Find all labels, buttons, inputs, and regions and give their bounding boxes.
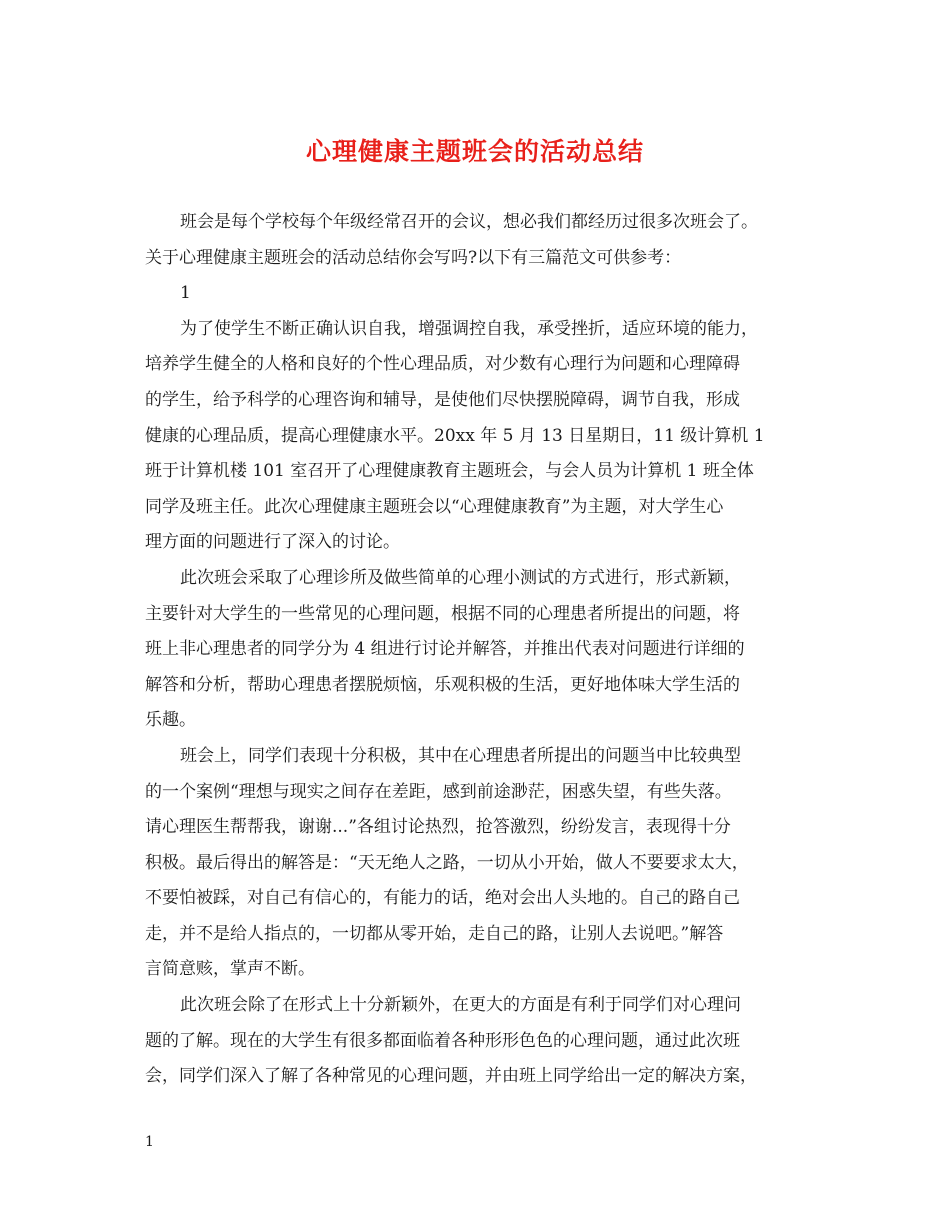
text-line: 关于心理健康主题班会的活动总结你会写吗?以下有三篇范文可供参考： [145,247,682,268]
text-line: 不要怕被踩，对自己有信心的，有能力的话，绝对会出人头地的。自己的路自己 [145,888,740,909]
text-line: 会，同学们深入了解了各种常见的心理问题，并由班上同学给出一定的解决方案， [145,1066,757,1087]
text-line: 走，并不是给人指点的，一切都从零开始，走自己的路，让别人去说吧。”解答 [145,923,724,944]
page-number: 1 [145,1134,154,1150]
text-line: 题的了解。现在的大学生有很多都面临着各种形形色色的心理问题，通过此次班 [145,1030,740,1051]
text-line: 此次班会除了在形式上十分新颖外，在更大的方面是有利于同学们对心理问 [180,995,741,1016]
text-line: 主要针对大学生的一些常见的心理问题，根据不同的心理患者所提出的问题，将 [145,603,740,624]
text-line: 的学生，给予科学的心理咨询和辅导，是使他们尽快摆脱障碍，调节自我，形成 [145,389,740,410]
text-line: 乐趣。 [145,710,196,731]
text-line: 培养学生健全的人格和良好的个性心理品质，对少数有心理行为问题和心理障碍 [145,354,740,375]
document-body [145,205,813,1095]
text-line: 为了使学生不断正确认识自我，增强调控自我，承受挫折，适应环境的能力， [180,318,758,339]
text-line: 班于计算机楼 101 室召开了心理健康教育主题班会，与会人员为计算机 1 班全体 [145,461,754,482]
text-line: 班上非心理患者的同学分为 4 组进行讨论并解答，并推出代表对问题进行详细的 [145,639,745,660]
text-line: 理方面的问题进行了深入的讨论。 [145,532,400,553]
text-line: 班会上，同学们表现十分积极，其中在心理患者所提出的问题当中比较典型 [180,745,741,766]
text-line: 的一个案例“理想与现实之间存在差距，感到前途渺茫，困惑失望，有些失落。 [145,781,732,802]
text-line: 积极。最后得出的解答是：“天无绝人之路，一切从小开始，做人不要要求太大， [145,852,749,873]
text-line: 班会是每个学校每个年级经常召开的会议，想必我们都经历过很多次班会了。 [180,212,758,232]
text-line: 1 [180,283,191,304]
text-line: 解答和分析，帮助心理患者摆脱烦恼，乐观积极的生活，更好地体味大学生活的 [145,674,740,695]
text-line: 请心理医生帮帮我，谢谢...”各组讨论热烈，抢答激烈，纷纷发言，表现得十分 [145,817,731,838]
text-line: 健康的心理品质，提高心理健康水平。20xx 年 5 月 13 日星期日，11 级计算机 1 [145,425,765,446]
document-title: 心理健康主题班会的活动总结 [305,137,644,166]
text-line: 同学及班主任。此次心理健康主题班会以“心理健康教育”为主题，对大学生心 [145,496,724,517]
text-line: 言简意赅，掌声不断。 [145,959,315,980]
text-line: 此次班会采取了心理诊所及做些简单的心理小测试的方式进行，形式新颖， [180,567,741,588]
